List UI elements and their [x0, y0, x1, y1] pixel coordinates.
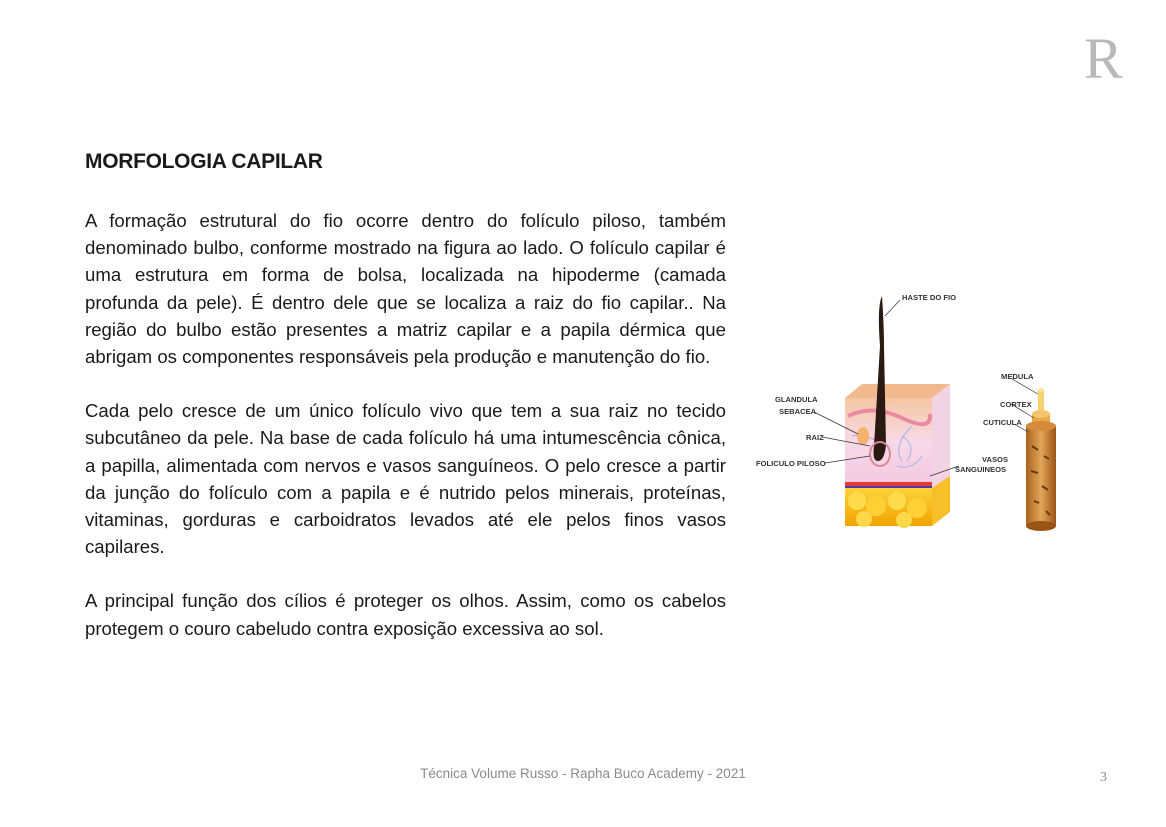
skin-block — [845, 384, 950, 528]
brand-logo — [1082, 30, 1132, 82]
label-glandula-1: GLANDULA — [775, 395, 818, 404]
label-cortex: CORTEX — [1000, 400, 1032, 409]
label-haste: HASTE DO FIO — [902, 293, 957, 302]
paragraph-crescimento: Cada pelo cresce de um único folículo vivo que tem a sua raiz no tecido subcutâneo da pele. Na base de cada folículo há uma intumescência cônica, a papilla, alimentada com nervos e vasos sanguíneos. O pelo cresce a partir da junção do folículo com a papila e é nutrido pelos minerais, proteínas, vitaminas, gorduras e carboidratos levados até ele pelos finos vasos capilares. — [85, 400, 726, 558]
hair-follicle-illustration — [752, 286, 1102, 536]
page-number: 3 — [1100, 770, 1107, 785]
footer-text: Técnica Volume Russo - Rapha Buco Academy - 2021 — [420, 766, 746, 781]
body-text — [85, 207, 726, 669]
logo-letter: R — [1084, 30, 1123, 82]
paragraph-cilios: A principal função dos cílios é proteger os olhos. Assim, como os cabelos protegem o couro cabeludo contra exposição excessiva ao sol. — [85, 590, 726, 639]
hair-cylinder — [1026, 388, 1056, 531]
label-raiz: RAIZ — [806, 433, 824, 442]
label-vasos-2: SANGUINEOS — [955, 465, 1007, 474]
label-cuticula: CUTICULA — [983, 418, 1022, 427]
page-title: MORFOLOGIA CAPILAR — [85, 150, 323, 173]
label-foliculo: FOLICULO PILOSO — [756, 459, 826, 468]
label-vasos-1: VASOS — [982, 455, 1009, 464]
label-medula: MEDULA — [1001, 372, 1034, 381]
paragraph-formacao: A formação estrutural do fio ocorre dentro do folículo piloso, também denominado bulbo, conforme mostrado na figura ao lado. O folículo capilar é uma estrutura em forma de bolsa, localizada na hipoderme (camada profunda da pele). É dentro dele que se localiza a raiz do fio capilar.. Na região do bulbo estão presentes a matriz capilar e a papila dérmica que abrigam os componentes responsáveis pela produção e manutenção do fio. — [85, 210, 726, 368]
label-glandula-2: SEBACEA — [779, 407, 817, 416]
